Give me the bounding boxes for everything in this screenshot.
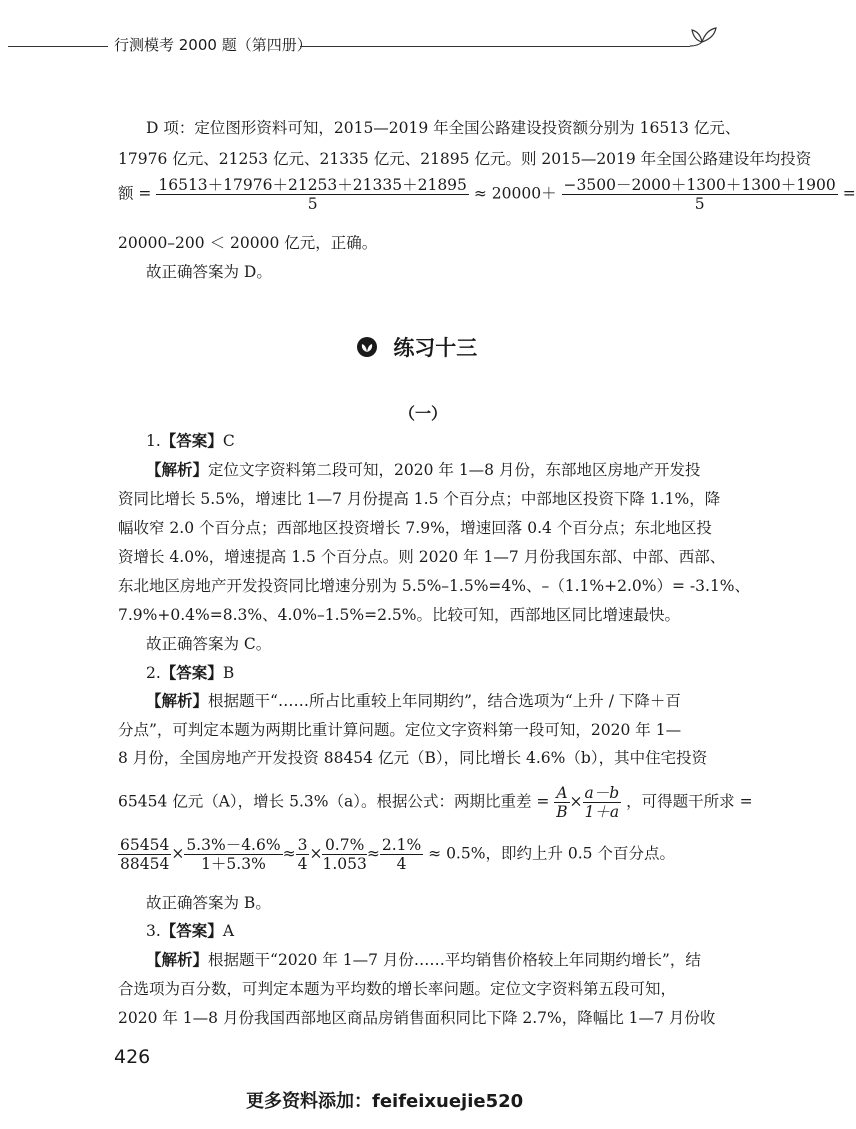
q1-analysis-text: 定位文字资料第二段可知，2020 年 1—8 月份，东部地区房地产开发投 — [208, 461, 701, 479]
q2-analysis-line-3: 8 月份，全国房地产开发投资 88454 亿元（B），同比增长 4.6%（b），其中住宅投资 — [118, 749, 708, 767]
d-item-line-4: 20000–200 ＜ 20000 亿元，正确。 — [118, 234, 378, 252]
q3-analysis-line-1 — [146, 950, 701, 970]
q3-answer-value: A — [222, 922, 235, 940]
calc-frac-2-den: 1＋5.3% — [201, 855, 266, 873]
q1-analysis-tag: 【解析】 — [146, 460, 209, 479]
q1-analysis-line-4: 资增长 4.0%，增速提高 1.5 个百分点。则 2020 年 1—7 月份我国东部、中部、西部、 — [118, 548, 726, 566]
fraction-diff-numerator: −3500－2000＋1300＋1300＋1900 — [563, 176, 836, 194]
q2-result: ≈ 0.5%，即约上升 0.5 个百分点。 — [428, 844, 675, 863]
q1-answer-value: C — [222, 432, 235, 450]
frac-amb-over-1pa — [583, 784, 622, 821]
times-sign: × — [171, 844, 185, 863]
q1-answer-tag: 【答案】 — [160, 431, 223, 450]
calc-frac-2-num: 5.3%－4.6% — [186, 836, 281, 854]
q2-analysis-line-1 — [146, 691, 681, 711]
formula-approx: ≈ 20000＋ — [473, 184, 557, 203]
q2-number: 2. — [146, 664, 161, 682]
formula-prefix: 额 = — [118, 184, 152, 203]
sprout-icon — [688, 24, 720, 52]
times-sign: × — [309, 844, 323, 863]
q1-analysis-line-5: 东北地区房地产开发投资同比增速分别为 5.5%–1.5%=4%、–（1.1%+2.0%）= -3.1%、 — [118, 577, 751, 595]
q2-analysis-tag: 【解析】 — [146, 691, 209, 710]
fraction-sum-numerator: 16513＋17976＋21253＋21335＋21895 — [158, 176, 467, 194]
calc-frac-2 — [184, 836, 282, 873]
q2-formula-line — [118, 784, 753, 821]
d-item-formula — [118, 176, 856, 213]
frac-A-over-B — [554, 784, 569, 821]
q3-analysis-text: 根据题干“2020 年 1—7 月份……平均销售价格较上年同期约增长”，结 — [208, 951, 701, 969]
footer-note: 更多资料添加：feifeixuejie520 — [246, 1091, 524, 1112]
frac-B: B — [556, 803, 568, 821]
q3-analysis-line-2: 合选项为百分数，可判定本题为平均数的增长率问题。定位文字资料第五段可知， — [118, 980, 677, 998]
q1-number: 1. — [146, 432, 161, 450]
q1-analysis-line-3: 幅收窄 2.0 个百分点；西部地区投资增长 7.9%，增速回落 0.4 个百分点；东北地区投 — [118, 519, 712, 537]
approx-sign: ≈ — [282, 844, 296, 863]
d-item-line-1: D 项：定位图形资料可知，2015—2019 年全国公路建设投资额分别为 16513 亿元、 — [146, 119, 741, 137]
q3-analysis-line-3: 2020 年 1—8 月份我国西部地区商品房销售面积同比下降 2.7%，降幅比 1—7 月份收 — [118, 1009, 716, 1027]
fraction-diff — [562, 176, 838, 213]
q2-calculation — [118, 836, 675, 873]
q1-conclusion: 故正确答案为 C。 — [146, 635, 272, 653]
frac-1pa: 1＋a — [584, 803, 620, 821]
header-title: 行测模考 2000 题（第四册） — [114, 36, 312, 54]
d-item-conclusion: 故正确答案为 D。 — [146, 263, 272, 281]
fraction-sum-denominator: 5 — [307, 195, 318, 213]
calc-frac-5-den: 4 — [396, 855, 407, 873]
frac-amb: a－b — [584, 784, 620, 802]
calc-frac-5-num: 2.1% — [381, 836, 422, 854]
calc-frac-3 — [296, 836, 310, 873]
q2-analysis-line-2: 分点”，可判定本题为两期比重计算问题。定位文字资料第一段可知，2020 年 1— — [118, 721, 682, 739]
q3-answer — [146, 921, 234, 941]
section-title-text: 练习十三 — [393, 336, 478, 360]
q2-analysis-text: 根据题干“……所占比重较上年同期约”，结合选项为“上升 / 下降＋百 — [208, 692, 681, 710]
q2-conclusion: 故正确答案为 B。 — [146, 894, 271, 912]
calc-frac-5 — [380, 836, 423, 873]
calc-frac-1-num: 65454 — [120, 836, 170, 854]
calc-frac-3-num: 3 — [297, 836, 308, 854]
calc-frac-4-den: 1.053 — [322, 855, 367, 873]
q2-answer-tag: 【答案】 — [160, 663, 223, 682]
q1-analysis-line-2: 资同比增长 5.5%，增速比 1—7 月份提高 1.5 个百分点；中部地区投资下降 1.1%，降 — [118, 490, 721, 508]
q1-analysis-line-1 — [146, 460, 700, 480]
calc-frac-1-den: 88454 — [120, 855, 170, 873]
calc-frac-1 — [118, 836, 171, 873]
q3-analysis-tag: 【解析】 — [146, 950, 209, 969]
q3-answer-tag: 【答案】 — [160, 921, 223, 940]
d-item-line-2: 17976 亿元、21253 亿元、21335 亿元、21895 亿元。则 2015—2019 年全国公路建设年均投资 — [118, 150, 812, 168]
q3-number: 3. — [146, 922, 161, 940]
calc-frac-4-num: 0.7% — [322, 836, 366, 855]
q1-answer — [146, 431, 235, 451]
formula-suffix: = — [842, 184, 856, 203]
calc-frac-4 — [322, 836, 366, 873]
fraction-diff-denominator: 5 — [694, 195, 705, 213]
page-number: 426 — [114, 1046, 151, 1068]
calc-frac-3-den: 4 — [297, 855, 308, 873]
frac-A: A — [556, 784, 568, 802]
times-sign: × — [569, 792, 583, 811]
flower-icon — [356, 336, 378, 358]
approx-sign: ≈ — [366, 844, 380, 863]
q2-answer-value: B — [222, 664, 235, 682]
subsection-title: （一） — [399, 404, 448, 423]
running-header — [0, 24, 800, 74]
fraction-sum — [156, 176, 469, 213]
q2-answer — [146, 663, 234, 683]
q2-formula-text-a: 65454 亿元（A），增长 5.3%（a）。根据公式：两期比重差 = — [118, 792, 550, 811]
q1-analysis-line-6: 7.9%+0.4%=8.3%、4.0%–1.5%=2.5%。比较可知，西部地区同比增速最快。 — [118, 606, 680, 624]
q2-formula-text-b: ，可得题干所求 = — [626, 792, 753, 811]
header-rule-left — [8, 46, 108, 47]
header-rule-right — [300, 46, 690, 47]
section-title — [356, 332, 477, 362]
